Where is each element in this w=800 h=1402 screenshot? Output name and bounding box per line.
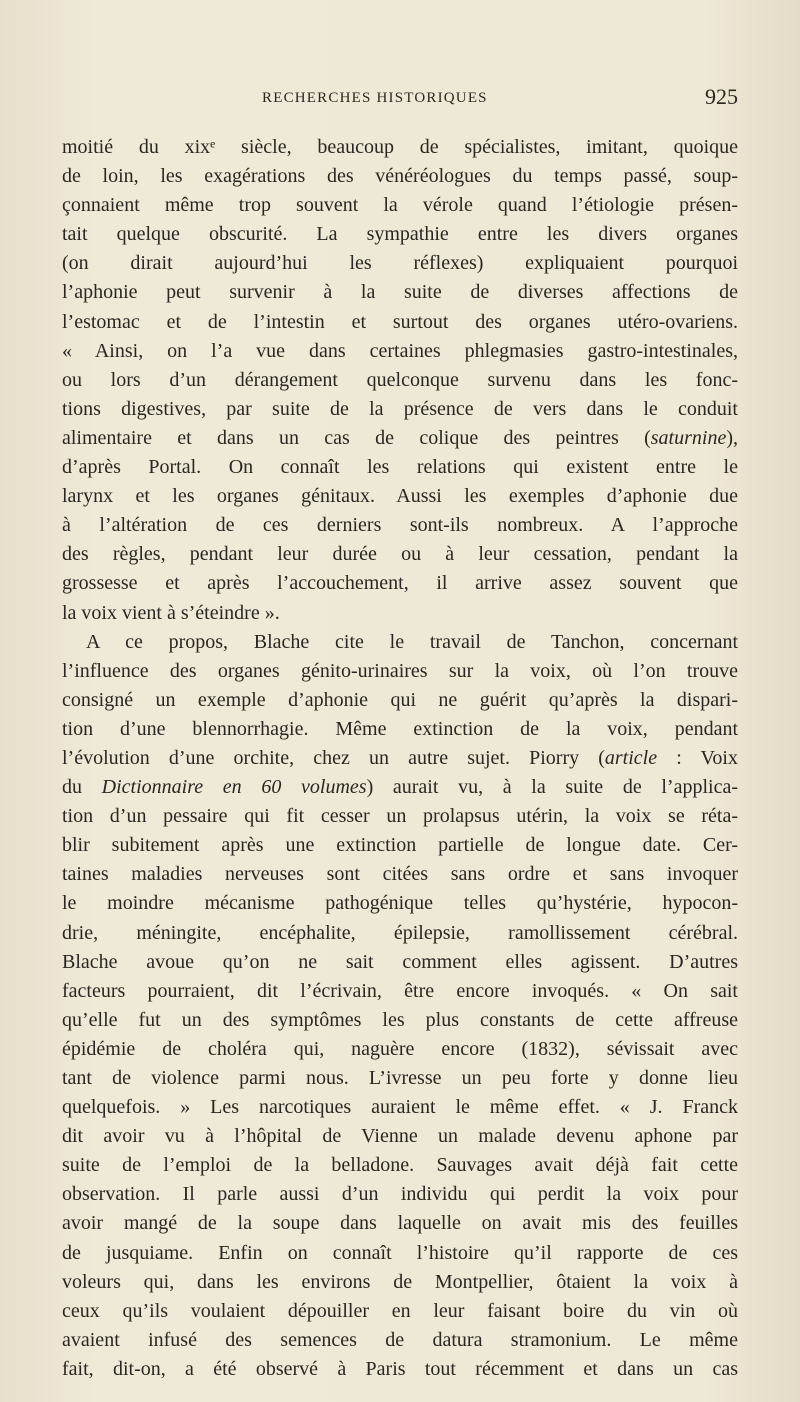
- text-segment: de jusquiame. Enfin on connaît l’histoire qu’il rapporte de ces: [62, 1241, 738, 1264]
- text-line: [62, 220, 738, 249]
- page-number: 925: [705, 84, 738, 109]
- text-line: [62, 802, 738, 831]
- text-line: [62, 919, 738, 948]
- text-segment: avaient infusé des semences de datura stramonium. Le même: [62, 1328, 738, 1351]
- text-line: [62, 1122, 738, 1151]
- text-segment: la voix vient à s’éteindre ».: [62, 601, 280, 624]
- text-line: [62, 1268, 738, 1297]
- text-line: [62, 948, 738, 977]
- text-line: [62, 133, 738, 162]
- text-line: [62, 366, 738, 395]
- text-segment: l’évolution d’une orchite, chez un autre sujet. Piorry (: [62, 746, 605, 769]
- text-segment: A ce propos, Blache cite le travail de Tanchon, concernant: [86, 630, 738, 653]
- text-segment: du: [62, 776, 102, 799]
- text-segment: voleurs qui, dans les environs de Montpellier, ôtaient la voix à: [62, 1270, 738, 1293]
- body-text: [62, 133, 738, 1384]
- text-segment: taines maladies nerveuses sont citées sans ordre et sans invoquer: [62, 863, 738, 886]
- text-segment: drie, méningite, encéphalite, épilepsie, ramollissement cérébral.: [62, 921, 738, 944]
- text-line: [62, 162, 738, 191]
- text-segment: le moindre mécanisme pathogénique telles qu’hystérie, hypocon-: [62, 892, 738, 915]
- text-line: [62, 599, 738, 628]
- text-segment: tant de violence parmi nous. L’ivresse un peu forte y donne lieu: [62, 1067, 738, 1089]
- text-segment: Blache avoue qu’on ne sait comment elles agissent. D’autres: [62, 950, 738, 973]
- text-line: [62, 540, 738, 569]
- text-segment: observation. Il parle aussi d’un individu qui perdit la voix pour: [62, 1183, 738, 1206]
- text-segment: fait, dit-on, a été observé à Paris tout récemment et dans un cas: [62, 1357, 738, 1380]
- text-line: [62, 1151, 738, 1180]
- text-line: [62, 686, 738, 715]
- text-segment: consigné un exemple d’aphonie qui ne guérit qu’après la dispari-: [62, 688, 738, 711]
- text-segment: dit avoir vu à l’hôpital de Vienne un malade devenu aphone par: [62, 1125, 738, 1148]
- text-segment: tion d’un pessaire qui fit cesser un prolapsus utérin, la voix se réta-: [62, 805, 738, 828]
- text-line: [62, 424, 738, 453]
- text-segment: alimentaire et dans un cas de colique des peintres (: [62, 426, 651, 449]
- text-line: [62, 191, 738, 220]
- text-line: [62, 889, 738, 918]
- text-line: [62, 715, 738, 744]
- text-line: [62, 1326, 738, 1355]
- text-line: [62, 569, 738, 598]
- text-segment: larynx et les organes génitaux. Aussi les exemples d’aphonie due: [62, 485, 738, 508]
- text-line: [62, 628, 738, 657]
- text-line: [62, 1239, 738, 1268]
- text-line: [62, 1180, 738, 1209]
- text-segment: çonnaient même trop souvent la vérole quand l’étiologie présen-: [62, 194, 738, 217]
- text-line: [62, 1035, 738, 1064]
- text-segment: qu’elle fut un des symptômes les plus constants de cette affreuse: [62, 1008, 738, 1031]
- text-line: [62, 249, 738, 278]
- text-segment: ),: [726, 426, 738, 449]
- text-segment: suite de l’emploi de la belladone. Sauvages avait déjà fait cette: [62, 1154, 738, 1177]
- text-line: [62, 657, 738, 686]
- text-segment: « Ainsi, on l’a vue dans certaines phlegmasies gastro-intestinales,: [62, 339, 738, 362]
- italic-text: article: [604, 746, 658, 769]
- text-segment: ) aurait vu, à la suite de l’applica-: [366, 776, 738, 799]
- text-segment: blir subitement après une extinction partielle de longue date. Cer-: [62, 834, 738, 857]
- text-line: [62, 1093, 738, 1122]
- text-line: [62, 482, 738, 511]
- text-line: [62, 1006, 738, 1035]
- text-segment: : Voix: [657, 746, 738, 769]
- text-segment: d’après Portal. On connaît les relations qui existent entre le: [62, 456, 738, 479]
- text-segment: moitié du xixᵉ siècle, beaucoup de spécialistes, imitant, quoique: [62, 136, 738, 158]
- text-line: [62, 860, 738, 889]
- text-segment: des règles, pendant leur durée ou à leur cessation, pendant la: [62, 543, 738, 566]
- text-line: [62, 1355, 738, 1384]
- text-line: [62, 1064, 738, 1093]
- text-line: [62, 337, 738, 366]
- text-segment: tions digestives, par suite de la présence de vers dans le conduit: [62, 397, 738, 420]
- italic-text: Dictionnaire en 60 volumes: [101, 776, 367, 799]
- text-segment: grossesse et après l’accouchement, il arrive assez souvent que: [62, 572, 738, 595]
- text-segment: tait quelque obscurité. La sympathie entre les divers organes: [62, 223, 738, 246]
- text-segment: (on dirait aujourd’hui les réflexes) expliquaient pourquoi: [62, 252, 738, 275]
- text-line: [62, 395, 738, 424]
- text-line: [62, 744, 738, 773]
- text-segment: ceux qu’ils voulaient dépouiller en leur faisant boire du vin où: [62, 1299, 738, 1322]
- text-line: [62, 511, 738, 540]
- text-line: [62, 773, 738, 802]
- text-line: [62, 1297, 738, 1326]
- text-line: [62, 278, 738, 307]
- text-segment: ou lors d’un dérangement quelconque survenu dans les fonc-: [62, 368, 738, 391]
- text-segment: l’aphonie peut survenir à la suite de diverses affections de: [62, 281, 738, 304]
- text-segment: quelquefois. » Les narcotiques auraient le même effet. « J. Franck: [62, 1096, 738, 1119]
- text-segment: épidémie de choléra qui, naguère encore (1832), sévissait avec: [62, 1037, 738, 1060]
- text-segment: l’influence des organes génito-urinaires sur la voix, où l’on trouve: [62, 659, 738, 682]
- text-line: [62, 977, 738, 1006]
- text-segment: facteurs pourraient, dit l’écrivain, être encore invoqués. « On sait: [62, 979, 738, 1002]
- italic-text: saturnine: [650, 426, 727, 449]
- text-line: [62, 308, 738, 337]
- page-header: [62, 86, 738, 116]
- text-segment: avoir mangé de la soupe dans laquelle on avait mis des feuilles: [62, 1212, 738, 1235]
- text-segment: l’estomac et de l’intestin et surtout des organes utéro-ovariens.: [62, 310, 738, 333]
- running-title: RECHERCHES HISTORIQUES: [262, 90, 488, 106]
- text-segment: à l’altération de ces derniers sont-ils nombreux. A l’approche: [62, 514, 738, 537]
- text-line: [62, 453, 738, 482]
- text-line: [62, 831, 738, 860]
- text-segment: de loin, les exagérations des vénéréologues du temps passé, soup-: [62, 165, 738, 188]
- text-line: [62, 1209, 738, 1238]
- text-segment: tion d’une blennorrhagie. Même extinction de la voix, pendant: [62, 717, 738, 740]
